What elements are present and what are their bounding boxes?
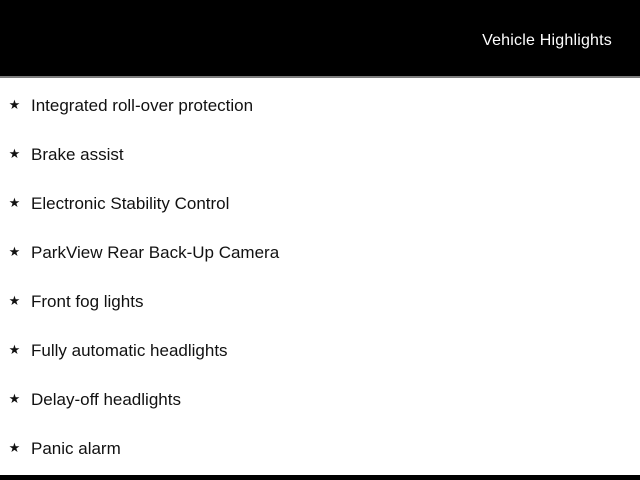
- feature-label: Fully automatic headlights: [31, 340, 228, 360]
- list-item: [0, 81, 640, 130]
- feature-label: Panic alarm: [31, 438, 121, 458]
- feature-label: ParkView Rear Back-Up Camera: [31, 242, 280, 262]
- feature-label: Front fog lights: [31, 291, 144, 311]
- feature-label: Delay-off headlights: [31, 389, 181, 409]
- list-item: [0, 326, 640, 375]
- star-icon: ★: [8, 342, 21, 357]
- star-icon: ★: [8, 391, 21, 406]
- feature-label: Brake assist: [31, 144, 124, 164]
- star-icon: ★: [8, 97, 21, 112]
- star-icon: ★: [8, 146, 21, 161]
- page-title: Vehicle Highlights: [482, 32, 612, 49]
- list-item: [0, 179, 640, 228]
- star-icon: ★: [8, 440, 21, 455]
- feature-list: [0, 78, 640, 473]
- feature-label: Integrated roll-over protection: [31, 95, 254, 115]
- footer-bar: [0, 475, 640, 480]
- star-icon: ★: [8, 293, 21, 308]
- list-item: [0, 228, 640, 277]
- star-icon: ★: [8, 195, 21, 210]
- feature-label: Electronic Stability Control: [31, 193, 230, 213]
- star-icon: ★: [8, 244, 21, 259]
- list-item: [0, 424, 640, 473]
- list-item: [0, 130, 640, 179]
- list-item: [0, 277, 640, 326]
- list-item: [0, 375, 640, 424]
- header-bar: [0, 0, 640, 78]
